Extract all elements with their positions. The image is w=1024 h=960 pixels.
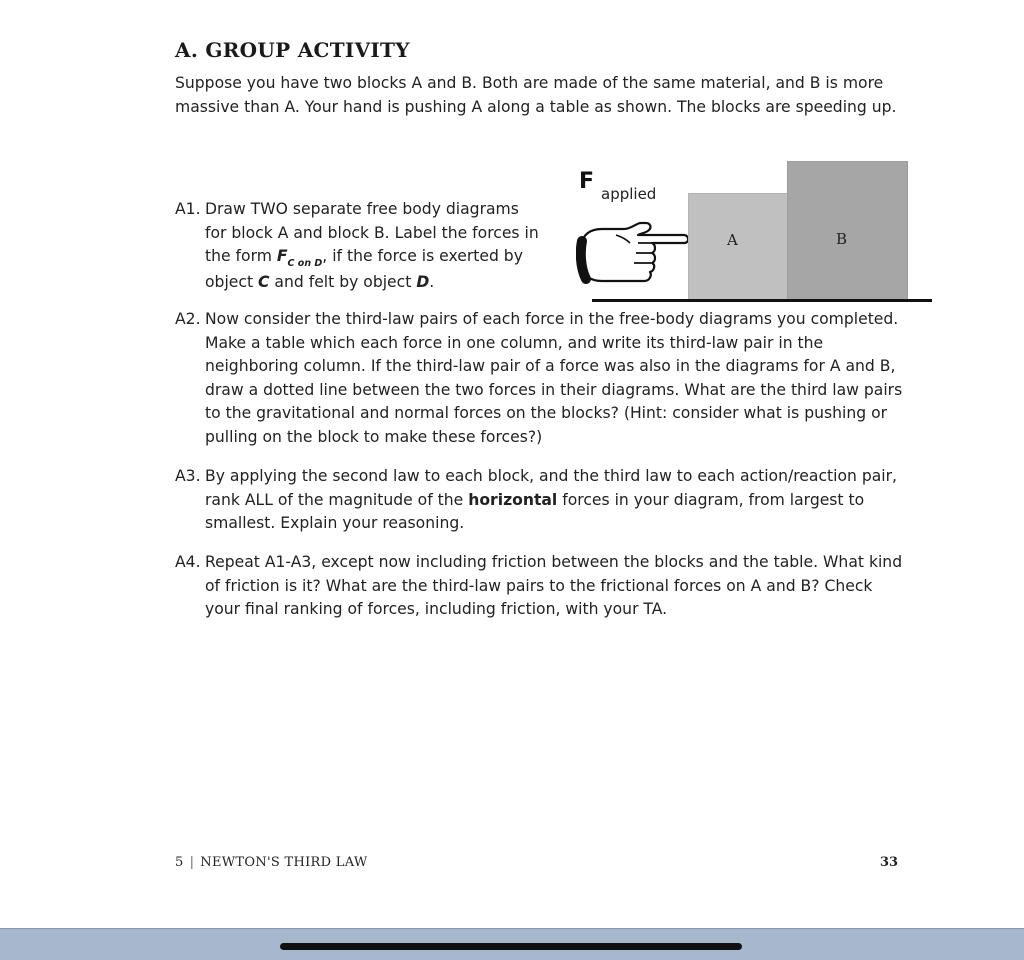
question-a2 (175, 308, 905, 449)
block-b (787, 161, 908, 300)
home-indicator[interactable] (280, 943, 742, 950)
question-number: A1. (175, 200, 201, 218)
reader-bottom-bar (0, 928, 1024, 960)
question-text-part: and felt by object (269, 272, 417, 291)
chapter-number: 5 (175, 855, 184, 870)
pointing-hand-icon (576, 221, 691, 297)
question-text: Now consider the third-law pairs of each force in the free-body diagrams you completed. Make a table which each force in one column, and write its third-law pair in the neighboring column. If the third-law pair of a force was also in the diagrams for A and B, draw a dotted line between the two forces in their diagrams. What are the third law pairs to the gravitational and normal forces on the blocks? (Hint: consider what is pushing or pulling on the block to make these forces?) (205, 310, 903, 446)
question-text-part: forces in your diagram, from largest to smallest. Explain your reasoning. (205, 490, 865, 532)
question-text-part: Draw TWO separate free body diagrams for block A and block B. Label the forces in the form (205, 200, 539, 265)
page-footer-chapter (175, 855, 368, 870)
table-surface (592, 299, 932, 302)
force-notation-subscript: C on D (287, 258, 323, 269)
intro-paragraph: Suppose you have two blocks A and B. Both are made of the same material, and B is more massive than A. Your hand is pushing A along a table as shown. The blocks are speeding up. (175, 74, 897, 116)
force-symbol: F (579, 169, 595, 194)
emphasis-horizontal: horizontal (468, 490, 558, 509)
chapter-title: NEWTON'S THIRD LAW (200, 855, 368, 870)
question-number: A4. (175, 553, 201, 571)
question-number: A2. (175, 310, 201, 328)
question-number: A3. (175, 467, 201, 485)
question-text: Repeat A1-A3, except now including friction between the blocks and the table. What kind of friction is it? What are the third-law pairs to the frictional forces on A and B? Check your final ranking of forces, including friction, with your TA. (205, 553, 903, 618)
block-a (688, 193, 788, 300)
block-b-label: B (836, 230, 848, 248)
block-a-label: A (727, 231, 738, 249)
question-text-part: , if the force is exerted by object (205, 247, 523, 291)
question-a4 (175, 551, 905, 622)
question-text (175, 198, 545, 294)
question-text (175, 465, 905, 536)
force-notation: F (276, 247, 288, 265)
object-c: C (258, 272, 270, 291)
footer-separator: | (189, 855, 195, 870)
question-text-part: By applying the second law to each block, and the third law to each action/reaction pair, rank ALL of the magnitude of the (205, 467, 898, 509)
question-text-part: . (429, 272, 435, 291)
question-a3 (175, 465, 905, 536)
object-d: D (416, 272, 430, 291)
question-a1 (175, 198, 545, 294)
blocks-diagram (570, 155, 940, 305)
page-number: 33 (880, 855, 899, 870)
force-label: applied (601, 185, 657, 203)
section-heading: A. GROUP ACTIVITY (175, 38, 410, 62)
